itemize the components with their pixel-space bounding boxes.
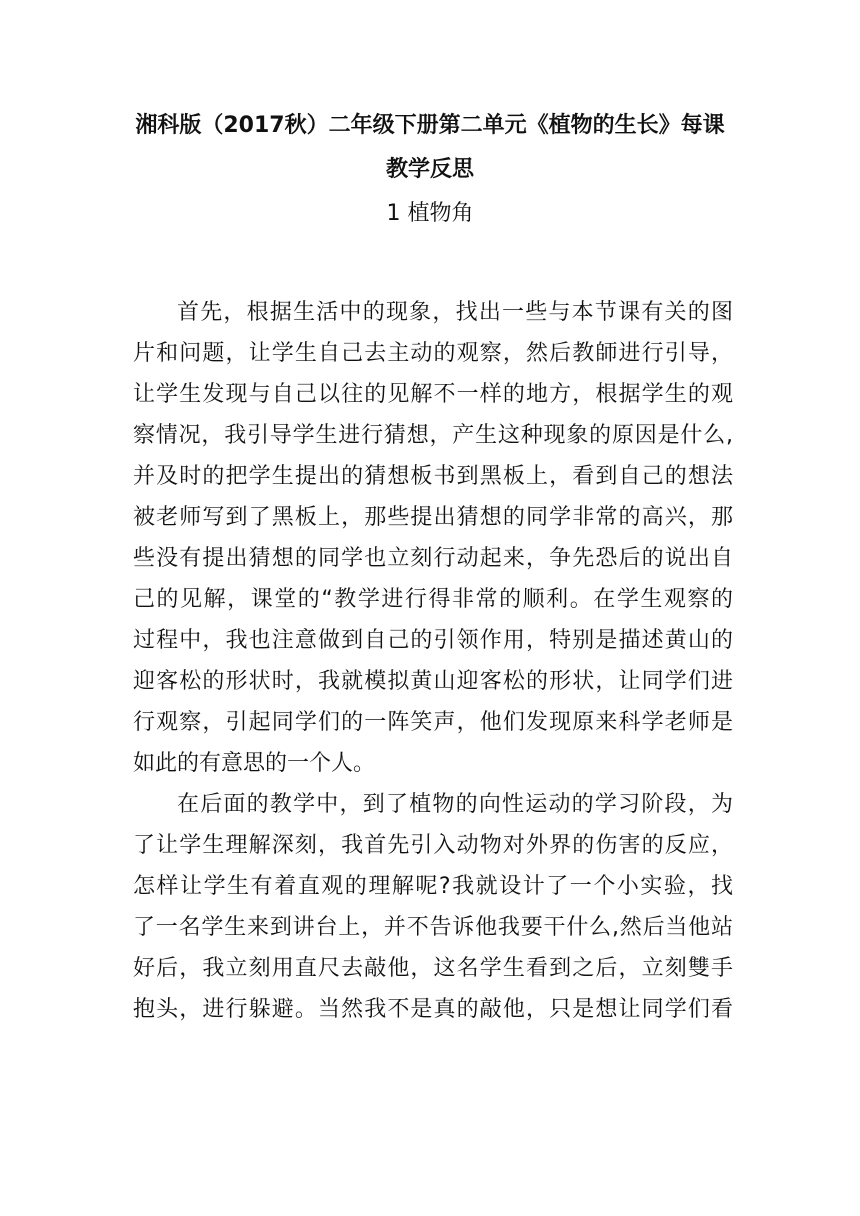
paragraph-line: 迎客松的形状时，我就模拟黄山迎客松的形状，让同学们进 (133, 669, 733, 694)
paragraph-line: 察情况，我引导学生进行猜想，产生这种现象的原因是什么, (133, 423, 733, 448)
document-title-line-2: 教学反思 (385, 157, 474, 182)
paragraph-line: 怎样让学生有着直观的理解呢?我就设计了一个小实验，找 (133, 874, 733, 899)
paragraph-1 (133, 292, 733, 784)
paragraph-line: 在后面的教学中，到了植物的向性运动的学习阶段，为 (177, 792, 733, 817)
paragraph-line: 如此的有意思的一个人。 (133, 751, 376, 776)
paragraph-line: 好后，我立刻用直尺去敲他，这名学生看到之后，立刻雙手 (133, 956, 733, 981)
paragraph-line: 片和问题，让学生自己去主动的观察，然后教師进行引导， (133, 341, 733, 366)
paragraph-line: 让学生发现与自己以往的见解不一样的地方，根据学生的观 (133, 382, 733, 407)
paragraph-line: 些没有提出猜想的同学也立刻行动起来，争先恐后的说出自 (133, 546, 733, 571)
paragraph-line: 行观察，引起同学们的一阵笑声，他们发现原来科学老师是 (133, 710, 733, 735)
paragraph-line: 抱头，进行躲避。当然我不是真的敲他，只是想让同学们看 (133, 997, 733, 1022)
paragraph-line: 了让学生理解深刻，我首先引入动物对外界的伤害的反应， (133, 833, 733, 858)
lesson-heading: 1 植物角 (386, 201, 474, 226)
paragraph-line: 首先，根据生活中的现象，找出一些与本节课有关的图 (177, 300, 733, 325)
paragraph-line: 被老师写到了黑板上，那些提出猜想的同学非常的高兴，那 (133, 505, 733, 530)
paragraph-line: 己的见解，课堂的“教学进行得非常的顺利。在学生观察的 (133, 587, 733, 612)
paragraph-line: 并及时的把学生提出的猜想板书到黑板上，看到自己的想法 (133, 464, 733, 489)
document-title-line-1: 湘科版（2017秋）二年级下册第二单元《植物的生长》每课 (135, 113, 725, 138)
document-body (133, 292, 733, 1030)
paragraph-2 (133, 784, 733, 1030)
paragraph-line: 了一名学生来到讲台上，并不告诉他我要干什么,然后当他站 (133, 915, 733, 940)
paragraph-line: 过程中，我也注意做到自己的引领作用，特别是描述黄山的 (133, 628, 733, 653)
